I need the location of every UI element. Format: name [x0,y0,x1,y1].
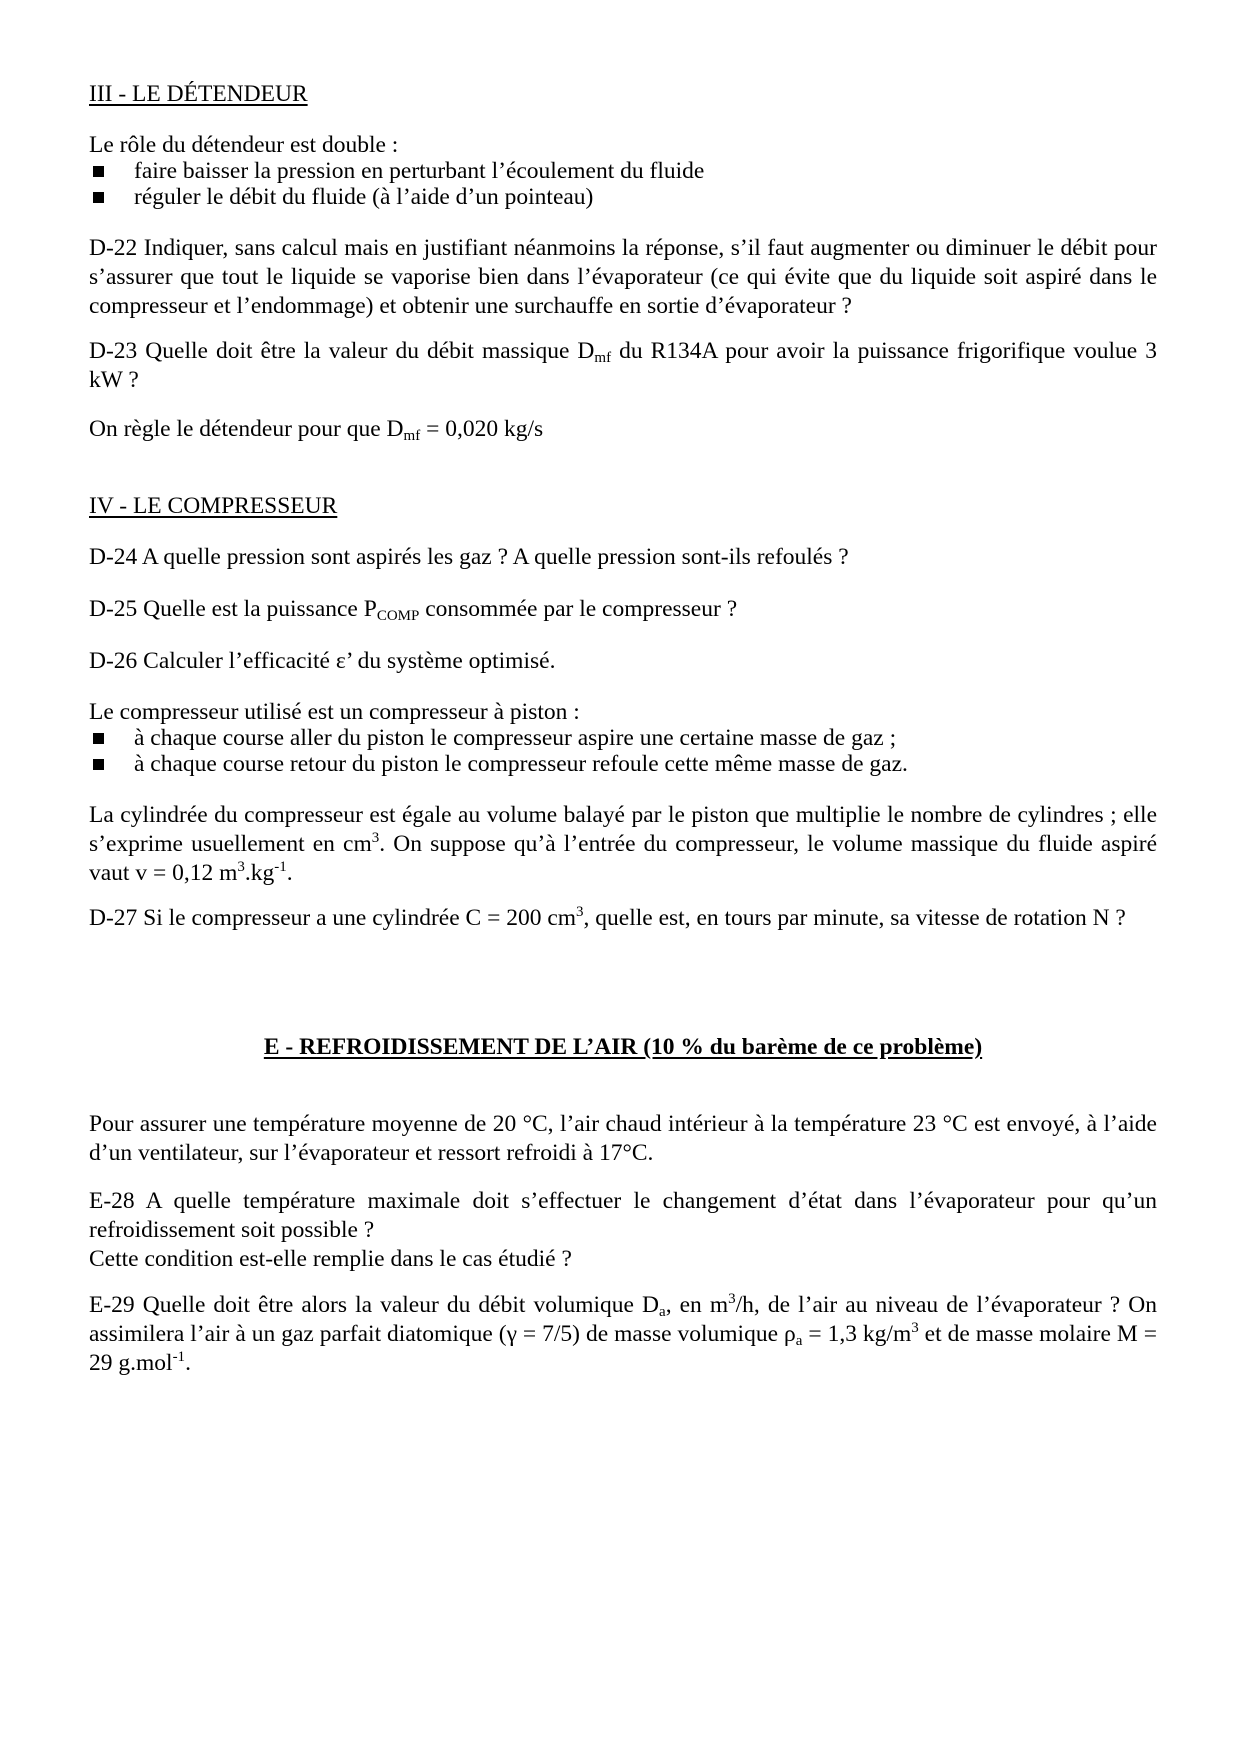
question-d23: D-23 Quelle doit être la valeur du débit massique $D_{mf}$ du R134A pour avoir la puissance frigorifique voulue 3 kW ? [89,338,1157,393]
section-title-refroidissement: E - REFROIDISSEMENT DE L’AIR (10 % du barème de ce problème) [263,1034,983,1060]
section-title-detendeur: III - LE DÉTENDEUR [89,81,308,107]
refroidissement-intro: Pour assurer une température moyenne de 20 °C, l’air chaud intérieur à la température 23 °C est envoyé, à l’aide d’un ventilateur, sur l’évaporateur et ressort refroidi à 17°C. [89,1111,1157,1166]
square-bullet-icon [93,166,104,177]
list-item: à chaque course retour du piston le compresseur refoule cette même masse de gaz. [89,750,1157,779]
list-item: réguler le débit du fluide (à l’aide d’un pointeau) [89,183,1157,212]
question-d25: D-25 Quelle est la puissance $P_{COMP}$ consommée par le compresseur ? [89,596,738,624]
square-bullet-icon [93,733,104,744]
question-e28: E-28 A quelle température maximale doit s’effectuer le changement d’état dans l’évaporateur pour qu’un refroidissement soit possible ? Cette condition est-elle remplie dans le cas étudié ? [89,1188,1157,1272]
list-item: faire baisser la pression en perturbant l’écoulement du fluide [89,157,1157,186]
detendeur-intro: Le rôle du détendeur est double : [89,132,399,158]
list-item: à chaque course aller du piston le compresseur aspire une certaine masse de gaz ; [89,724,1157,753]
question-e29: E-29 Quelle doit être alors la valeur du débit volumique $D_a$, en $m^3/h$, de l’air au niveau de l’évaporateur ? On assimilera l’air à un gaz parfait diatomique (γ = 7/5) de masse volumique $\rho_a = 1,3$ $kg/m^3$ et de masse molaire M = 29 g.mol$^{-1}$. [89,1291,1157,1376]
piston-intro: Le compresseur utilisé est un compresseur à piston : [89,699,580,725]
square-bullet-icon [93,759,104,770]
question-d27: D-27 Si le compresseur a une cylindrée C = 200 $cm^3$, quelle est, en tours par minute, sa vitesse de rotation N ? [89,904,1126,931]
question-d24: D-24 A quelle pression sont aspirés les gaz ? A quelle pression sont-ils refoulés ? [89,544,849,570]
question-d26: D-26 Calculer l’efficacité ε’ du système optimisé. [89,648,556,674]
section-title-compresseur: IV - LE COMPRESSEUR [89,493,338,519]
reglage-debit: On règle le détendeur pour que $D_{mf} = 0,020$ kg/s [89,416,544,444]
question-d22: D-22 Indiquer, sans calcul mais en justifiant néanmoins la réponse, s’il faut augmenter ou diminuer le débit pour s’assurer que tout le liquide se vaporise bien dans l’évaporateur (ce qui évite que du liquide soit aspiré dans le compresseur et l’endommage) et obtenir une surchauffe en sortie d’évaporateur ? [89,235,1157,319]
square-bullet-icon [93,192,104,203]
cylindree-paragraph: La cylindrée du compresseur est égale au volume balayé par le piston que multiplie le nombre de cylindres ; elle s’exprime usuellement en $cm^3$. On suppose qu’à l’entrée du compresseur, le volume massique du fluide aspiré vaut v = 0,12 $m^3.kg^{-1}$. [89,802,1157,886]
